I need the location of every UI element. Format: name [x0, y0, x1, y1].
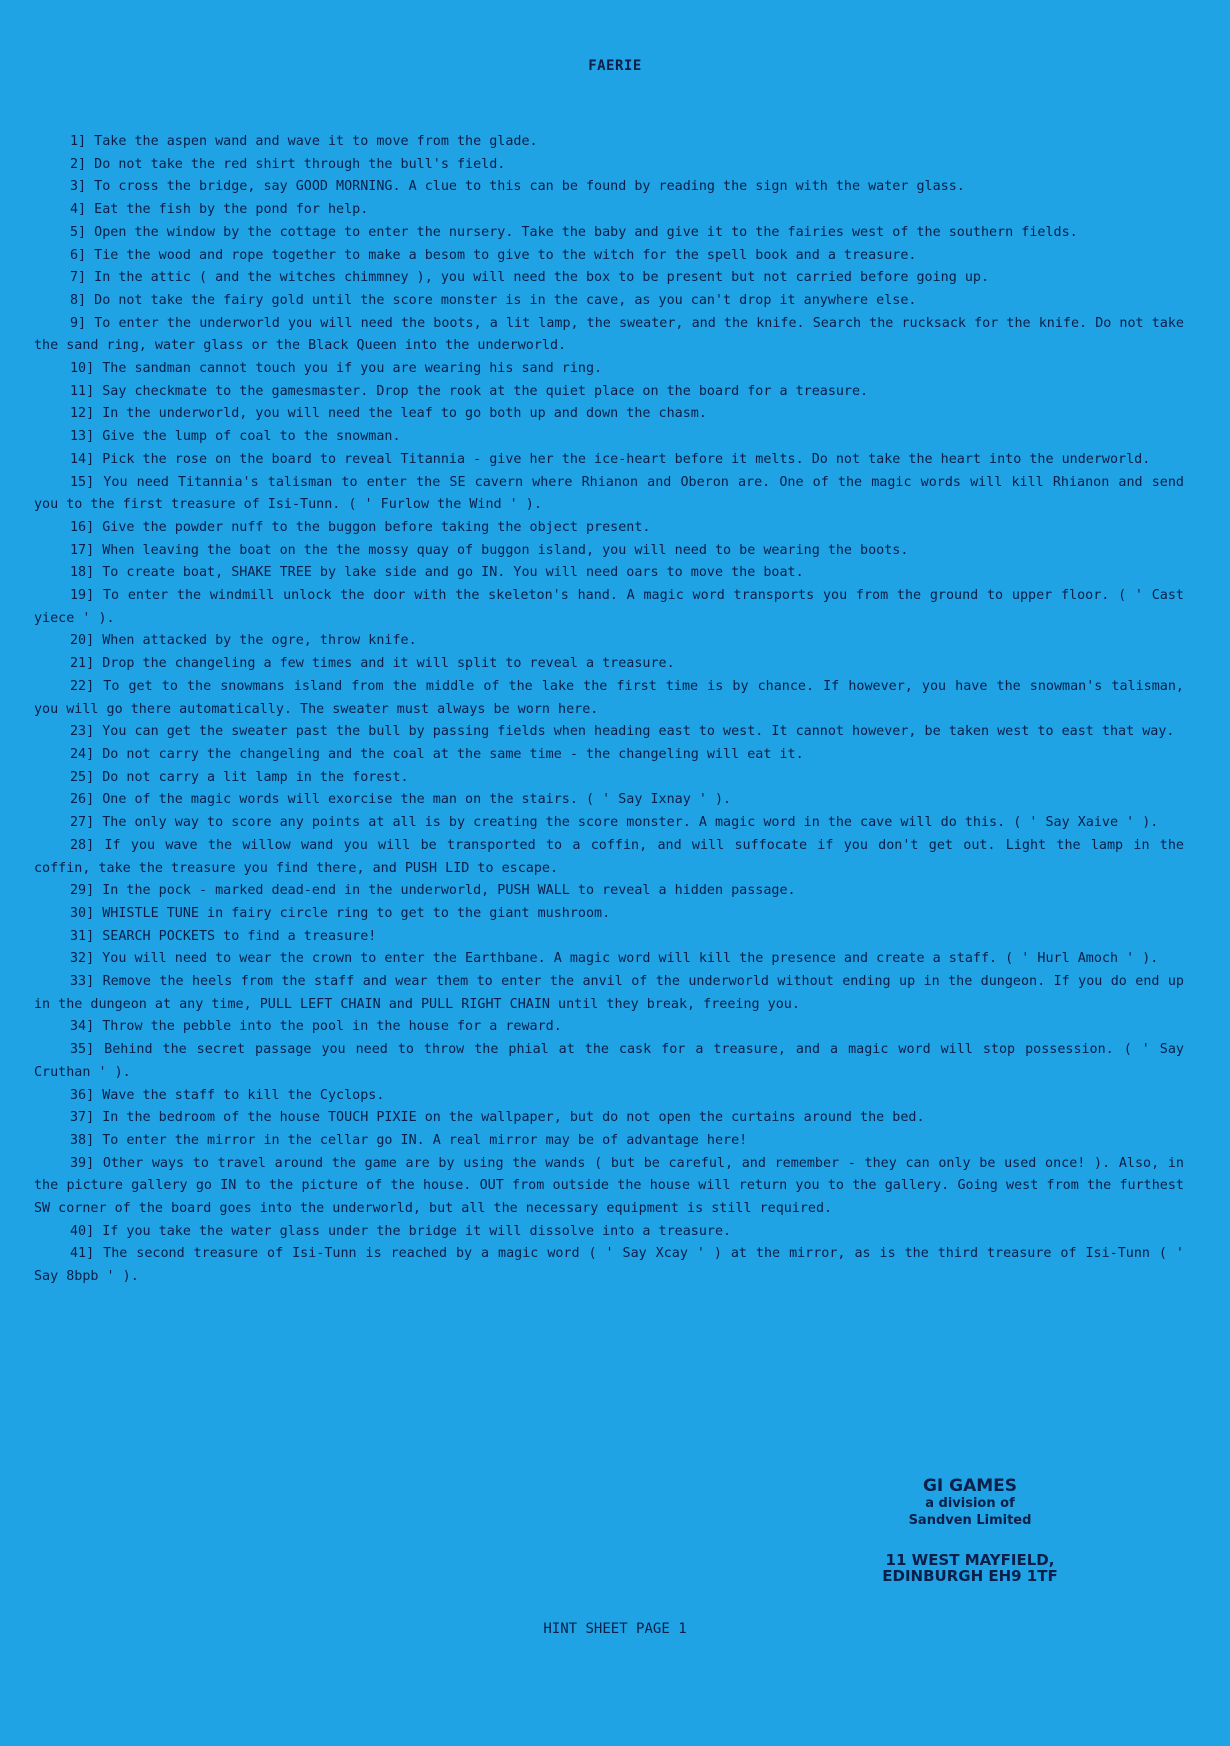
hint-item: 2] Do not take the red shirt through the bull's field. — [70, 156, 506, 172]
hint-item: 7] In the attic ( and the witches chimmney ), you will need the box to be present but not carried before going up. — [70, 270, 990, 286]
page-footer: HINT SHEET PAGE 1 — [543, 1621, 687, 1637]
publisher-address — [860, 1552, 1080, 1584]
hint-item: 18] To create boat, SHAKE TREE by lake side and go IN. You will need oars to move the boat. — [70, 565, 804, 581]
hint-item: 26] One of the magic words will exorcise the man on the stairs. ( ' Say Ixnay ' ). — [70, 792, 732, 808]
hint-item: 3] To cross the bridge, say GOOD MORNING. A clue to this can be found by reading the sign with the water glass. — [70, 179, 965, 195]
hint-item: 29] In the pock - marked dead-end in the underworld, PUSH WALL to reveal a hidden passage. — [70, 883, 796, 899]
hint-item: 30] WHISTLE TUNE in fairy circle ring to get to the giant mushroom. — [70, 905, 611, 921]
hint-item: 11] Say checkmate to the gamesmaster. Drop the rook at the quiet place on the board for a treasure. — [70, 383, 869, 399]
hint-item: 39] Other ways to travel around the game are by using the wands ( but be careful, and remember - they can only be used once! ). Also, in the picture gallery go IN to the picture of the house. OUT from outside the house will return you to the gallery. Going west from the furthest SW corner of the board goes into the underworld, but all the necessary equipment is still required. — [34, 1155, 1184, 1217]
hint-item: 12] In the underworld, you will need the leaf to go both up and down the chasm. — [70, 406, 707, 422]
hint-item: 1] Take the aspen wand and wave it to move from the glade. — [70, 134, 538, 149]
hint-item: 33] Remove the heels from the staff and wear them to enter the anvil of the underworld without ending up in the dungeon. If you do end up in the dungeon at any time, PULL LEFT CHAIN and PULL RIGHT CHAIN until they break, freeing you. — [34, 974, 1184, 1012]
hint-item: 14] Pick the rose on the board to reveal Titannia - give her the ice-heart before it melts. Do not take the heart into the underworld. — [70, 451, 1151, 467]
hint-item: 6] Tie the wood and rope together to make a besom to give to the witch for the spell book and a treasure. — [70, 247, 917, 263]
hint-item: 24] Do not carry the changeling and the coal at the same time - the changeling will eat it. — [70, 746, 804, 762]
hint-item: 10] The sandman cannot touch you if you are wearing his sand ring. — [70, 361, 603, 377]
hint-item: 13] Give the lump of coal to the snowman. — [70, 429, 401, 445]
publisher-division: a division of — [925, 1496, 1015, 1511]
hint-item: 8] Do not take the fairy gold until the score monster is in the cave, as you can't drop it anywhere else. — [70, 292, 917, 308]
hint-item: 36] Wave the staff to kill the Cyclops. — [70, 1087, 385, 1103]
hint-item: 20] When attacked by the ogre, throw knife. — [70, 633, 417, 649]
hint-item: 34] Throw the pebble into the pool in the house for a reward. — [70, 1019, 562, 1035]
address-line-2: EDINBURGH EH9 1TF — [882, 1567, 1058, 1585]
hint-item: 25] Do not carry a lit lamp in the forest. — [70, 769, 409, 785]
publisher-block — [870, 1478, 1070, 1529]
hint-item: 31] SEARCH POCKETS to find a treasure! — [70, 928, 377, 944]
hint-item: 17] When leaving the boat on the the mossy quay of buggon island, you will need to be wearing the boots. — [70, 542, 909, 558]
publisher-company: Sandven Limited — [908, 1513, 1032, 1528]
page-title: FAERIE — [588, 58, 642, 74]
hint-list — [34, 131, 1184, 1289]
hint-item: 41] The second treasure of Isi-Tunn is reached by a magic word ( ' Say Xcay ' ) at the mirror, as is the third treasure of Isi-Tunn ( ' Say 8bpb ' ). — [34, 1246, 1184, 1285]
hint-item: 38] To enter the mirror in the cellar go IN. A real mirror may be of advantage here! — [70, 1132, 748, 1148]
hint-item: 27] The only way to score any points at all is by creating the score monster. A magic word in the cave will do this. ( ' Say Xaive ' ). — [70, 815, 1159, 831]
hint-item: 23] You can get the sweater past the bull by passing fields when heading east to west. It cannot however, be taken west to east that way. — [70, 724, 1175, 740]
hint-item: 21] Drop the changeling a few times and it will split to reveal a treasure. — [70, 656, 675, 672]
publisher-name: GI GAMES — [922, 1476, 1018, 1496]
hint-item: 9] To enter the underworld you will need the boots, a lit lamp, the sweater, and the knife. Search the rucksack for the knife. Do not take the sand ring, water glass or the Black Queen into the underworld. — [34, 315, 1184, 354]
hint-item: 35] Behind the secret passage you need to throw the phial at the cask for a treasure, and a magic word will stop possession. ( ' Say Cruthan ' ). — [34, 1042, 1184, 1080]
hint-item: 15] You need Titannia's talisman to enter the SE cavern where Rhianon and Oberon are. One of the magic words will kill Rhianon and send you to the first treasure of Isi-Tunn. ( ' Furlow the Wind ' ). — [34, 474, 1184, 513]
hint-item: 37] In the bedroom of the house TOUCH PIXIE on the wallpaper, but do not open the curtains around the bed. — [70, 1110, 925, 1126]
hint-item: 4] Eat the fish by the pond for help. — [70, 202, 369, 218]
address-line-1: 11 WEST MAYFIELD, — [885, 1551, 1055, 1569]
hint-item: 16] Give the powder nuff to the buggon before taking the object present. — [70, 519, 651, 535]
hint-item: 28] If you wave the willow wand you will be transported to a coffin, and will suffocate if you don't get out. Light the lamp in the coffin, take the treasure you find there, and PUSH LID to escape. — [34, 837, 1184, 876]
hint-item: 40] If you take the water glass under the bridge it will dissolve into a treasure. — [70, 1223, 732, 1239]
hint-item: 19] To enter the windmill unlock the door with the skeleton's hand. A magic word transports you from the ground to upper floor. ( ' Cast yiece ' ). — [34, 588, 1184, 626]
hint-item: 32] You will need to wear the crown to enter the Earthbane. A magic word will kill the presence and create a staff. ( ' Hurl Amoch ' ). — [70, 951, 1159, 967]
hint-item: 5] Open the window by the cottage to enter the nursery. Take the baby and give it to the fairies west of the southern fields. — [70, 224, 1078, 240]
hint-item: 22] To get to the snowmans island from the middle of the lake the first time is by chance. If however, you have the snowman's talisman, you will go there automatically. The sweater must always be worn here. — [34, 678, 1184, 717]
